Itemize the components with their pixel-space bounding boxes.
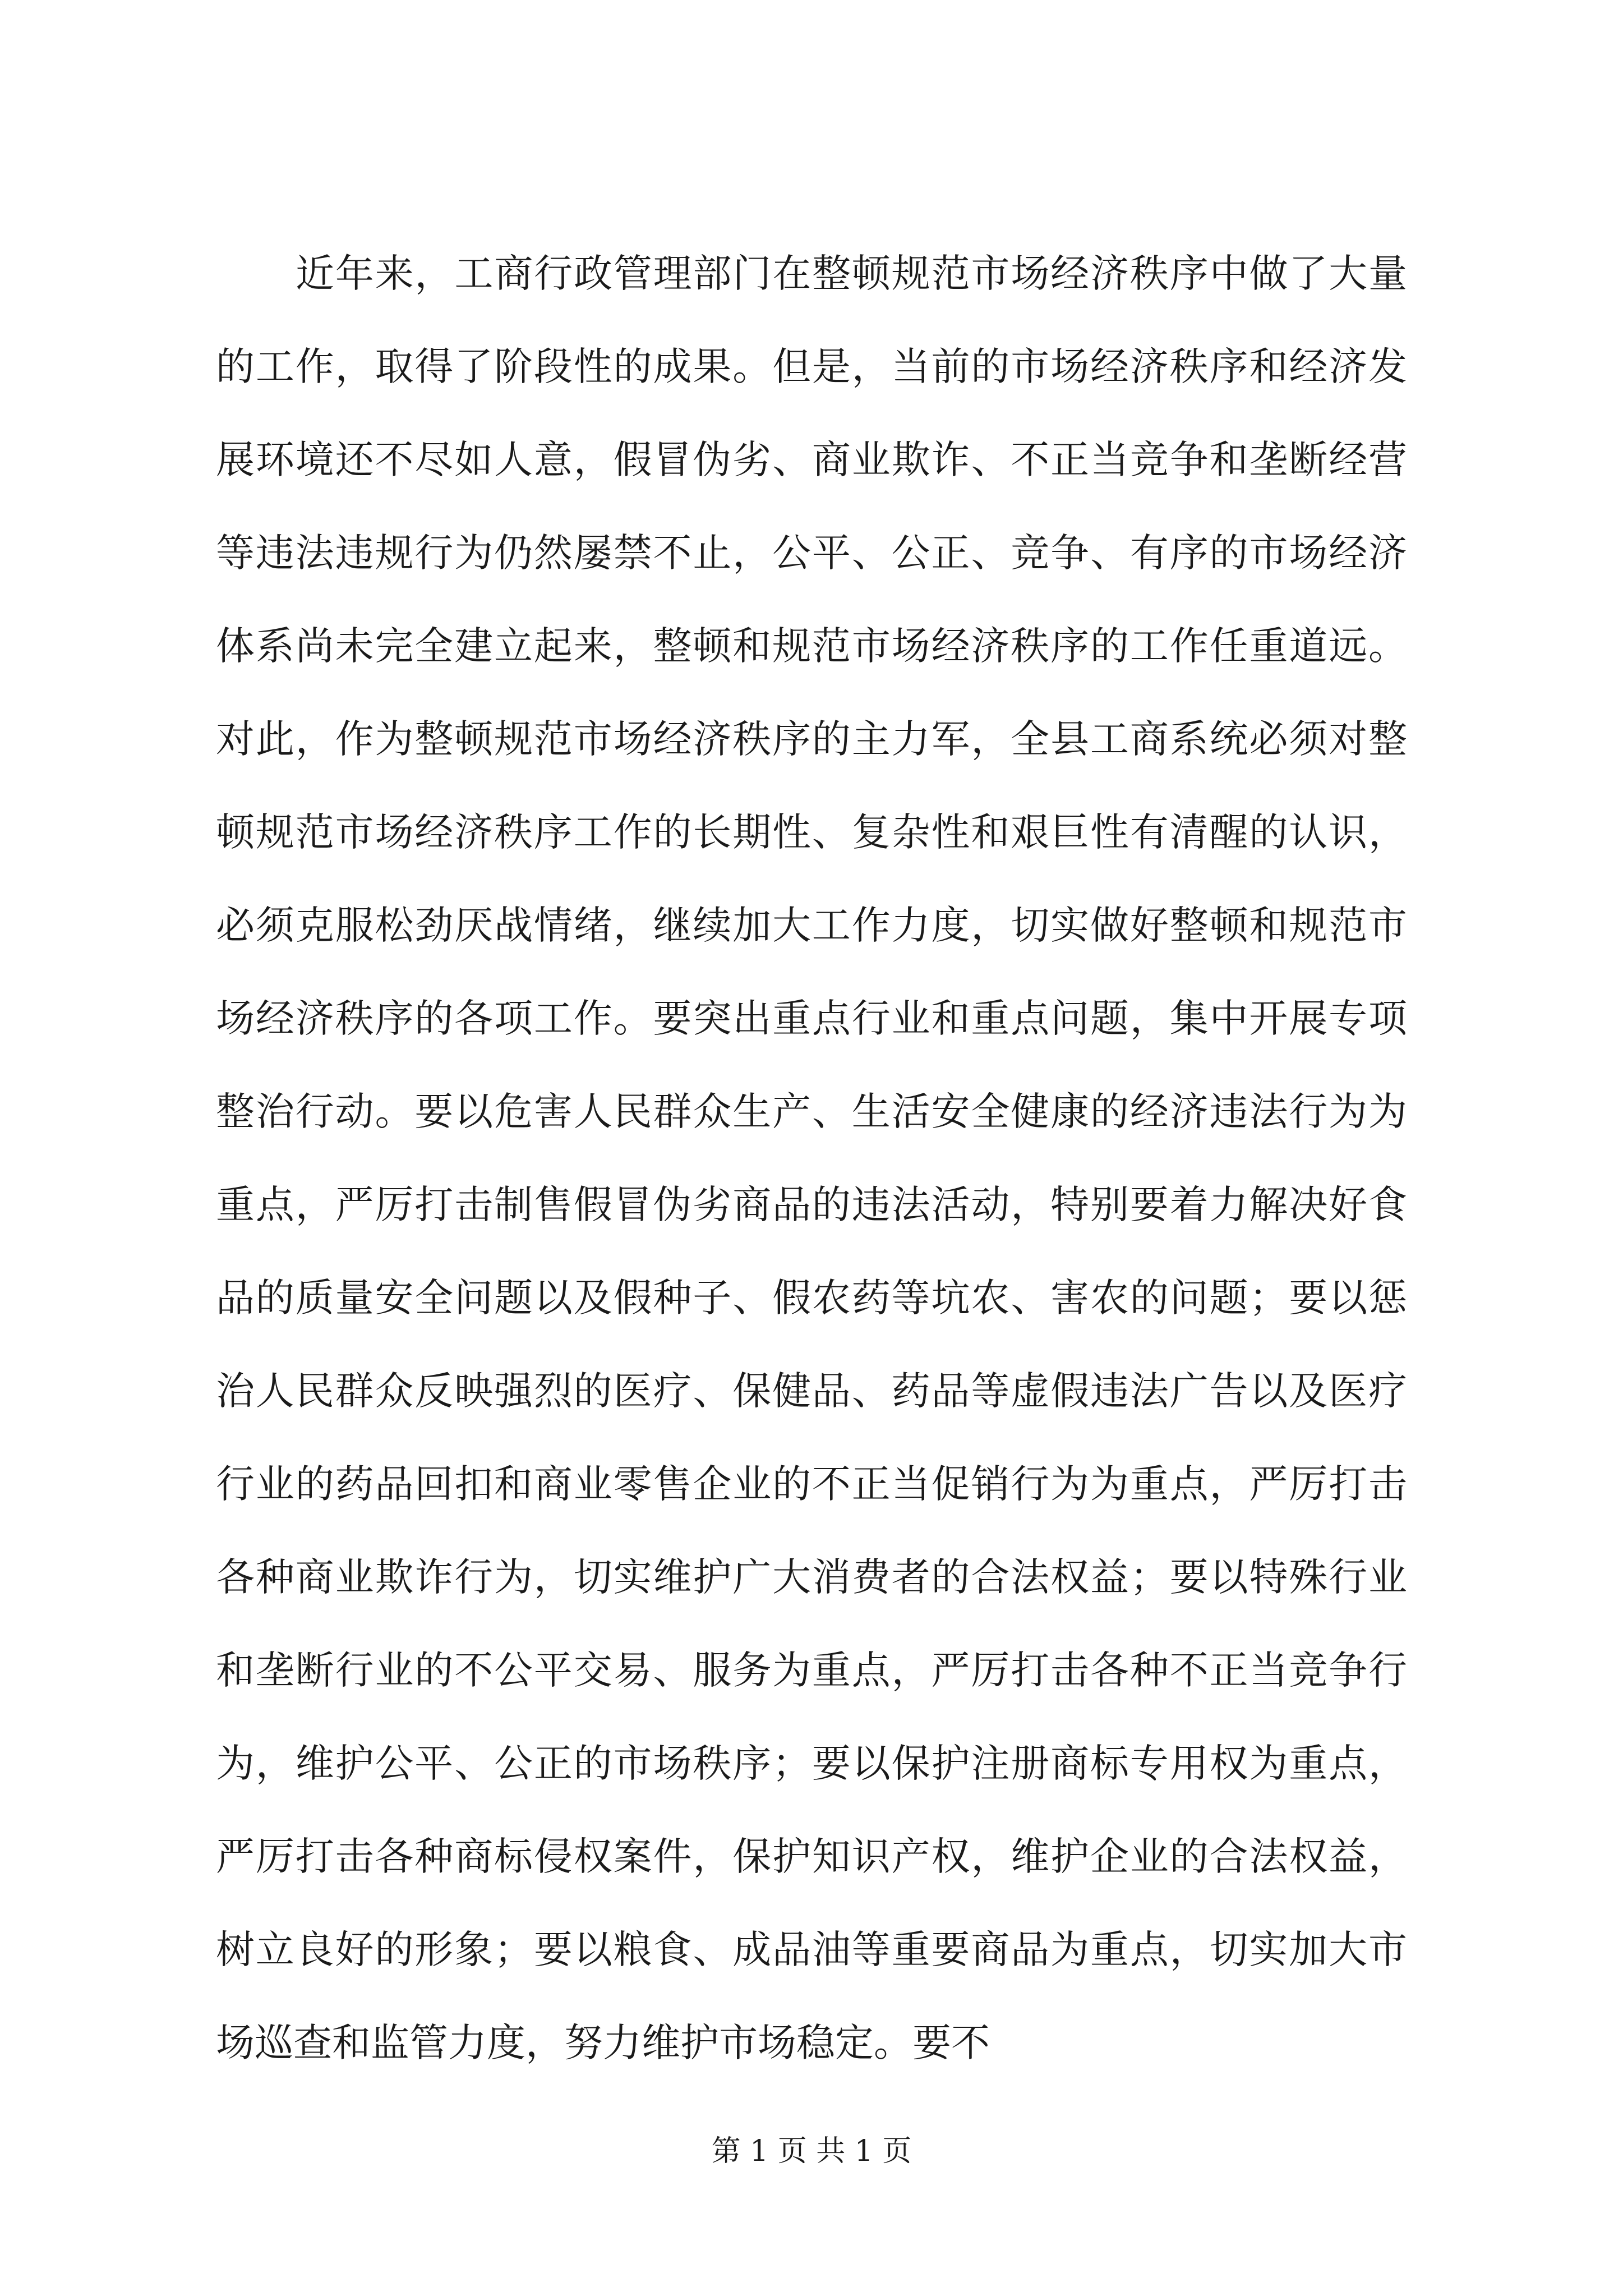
page-footer: 第 1 页 共 1 页 — [711, 2134, 912, 2168]
body-paragraph: 近年来，工商行政管理部门在整顿规范市场经济秩序中做了大量的工作，取得了阶段性的成果。但是，当前的市场经济秩序和经济发展环境还不尽如人意，假冒伪劣、商业欺诈、不正当竞争和垄断经营等违法违规行为仍然屡禁不止，公平、公正、竞争、有序的市场经济体系尚未完全建立起来，整顿和规范市场经济秩序的工作任重道远。对此，作为整顿规范市场经济秩序的主力军，全县工商系统必须对整顿规范市场经济秩序工作的长期性、复杂性和艰巨性有清醒的认识，必须克服松劲厌战情绪，继续加大工作力度，切实做好整顿和规范市场经济秩序的各项工作。要突出重点行业和重点问题，集中开展专项整治行动。要以危害人民群众生产、生活安全健康的经济违法行为为重点，严厉打击制售假冒伪劣商品的违法活动，特别要着力解决好食品的质量安全问题以及假种子、假农药等坑农、害农的问题；要以惩治人民群众反映强烈的医疗、保健品、药品等虚假违法广告以及医疗行业的药品回扣和商业零售企业的不正当促销行为为重点，严厉打击各种商业欺诈行为，切实维护广大消费者的合法权益；要以特殊行业和垄断行业的不公平交易、服务为重点，严厉打击各种不正当竞争行为，维护公平、公正的市场秩序；要以保护注册商标专用权为重点，严厉打击各种商标侵权案件，保护知识产权，维护企业的合法权益，树立良好的形象；要以粮食、成品油等重要商品为重点，切实加大市场巡查和监管力度，努力维护市场稳定。要不 — [216, 251, 1407, 2065]
